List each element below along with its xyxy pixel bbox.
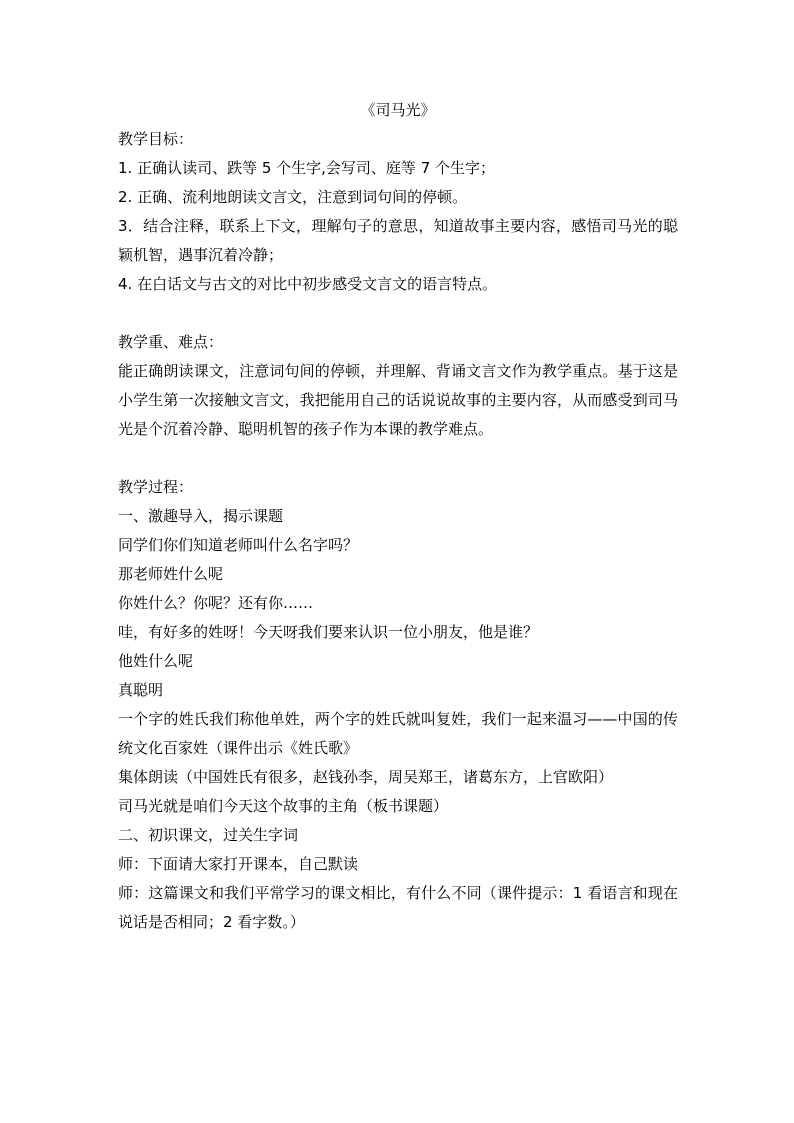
process-line-12: 师：下面请大家打开课本，自己默读 [118, 855, 359, 873]
blank-line [118, 444, 678, 473]
goal-item-4: 4. 在白话文与古文的对比中初步感受文言文的语言特点。 [118, 275, 498, 293]
document-body [118, 96, 678, 937]
document-title: 《司马光》 [360, 101, 436, 119]
goal-item-3: 3．结合注释，联系上下文，理解句子的意思，知道故事主要内容，感悟司马光的聪颖机智，遇事沉着冷静； [118, 217, 678, 264]
process-line-8: 一个字的姓氏我们称他单姓，两个字的姓氏就叫复姓，我们一起来温习——中国的传统文化百家姓（课件出示《姓氏歌》 [118, 710, 678, 757]
key-points-heading: 教学重、难点： [118, 333, 224, 351]
process-line-1: 一、激趣导入，揭示课题 [118, 507, 284, 525]
goals-heading: 教学目标： [118, 130, 194, 148]
process-line-6: 他姓什么呢 [118, 652, 194, 670]
process-line-3: 那老师姓什么呢 [118, 565, 224, 583]
goal-item-2: 2. 正确、流利地朗读文言文，注意到词句间的停顿。 [118, 188, 468, 206]
blank-line [118, 299, 678, 328]
process-line-7: 真聪明 [118, 681, 164, 699]
process-line-13: 师：这篇课文和我们平常学习的课文相比，有什么不同（课件提示：1 看语言和现在说话是否相同；2 看字数。） [118, 884, 678, 931]
key-points-text: 能正确朗读课文，注意词句间的停顿，并理解、背诵文言文作为教学重点。基于这是小学生第一次接触文言文，我把能用自己的话说说故事的主要内容，从而感受到司马光是个沉着冷静、聪明机智的孩子作为本课的教学难点。 [118, 362, 678, 438]
goal-item-1: 1. 正确认读司、跌等 5 个生字,会写司、庭等 7 个生字； [118, 159, 496, 177]
process-line-5: 哇，有好多的姓呀！今天呀我们要来认识一位小朋友，他是谁？ [118, 623, 539, 641]
process-line-9: 集体朗读（中国姓氏有很多，赵钱孙李，周吴郑王，诸葛东方，上官欧阳） [118, 768, 614, 786]
process-line-11: 二、初识课文，过关生字词 [118, 826, 299, 844]
process-line-4: 你姓什么？你呢？还有你…… [118, 594, 314, 612]
process-heading: 教学过程： [118, 478, 194, 496]
process-line-10: 司马光就是咱们今天这个故事的主角（板书课题） [118, 797, 449, 815]
process-line-2: 同学们你们知道老师叫什么名字吗？ [118, 536, 359, 554]
